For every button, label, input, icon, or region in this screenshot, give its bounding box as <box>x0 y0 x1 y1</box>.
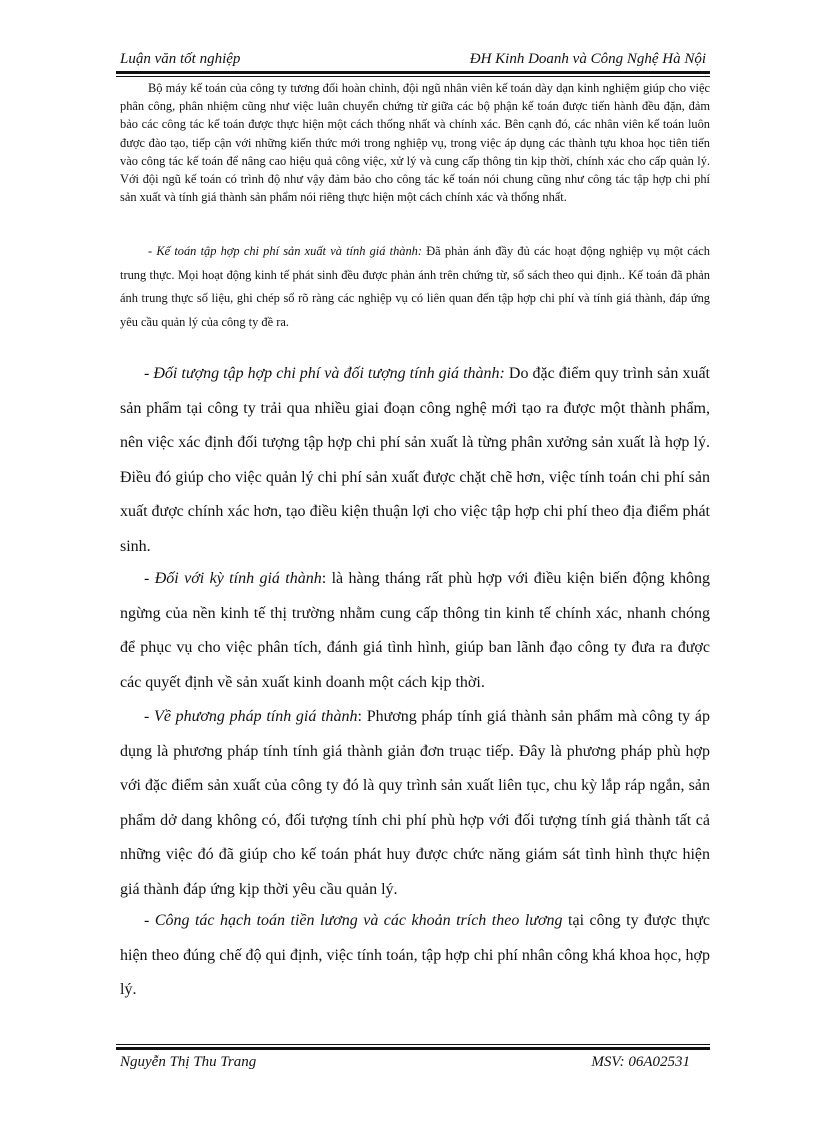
paragraph-lead: - Công tác hạch toán tiền lương và các khoản trích theo lương <box>144 912 563 929</box>
header-thesis-label: Luận văn tốt nghiệp <box>120 51 241 67</box>
page-header <box>120 51 706 73</box>
footer-student-id: MSV: 06A02531 <box>591 1054 690 1070</box>
paragraph-costing-method <box>120 700 710 907</box>
paragraph-body: Do đặc điểm quy trình sản xuất sản phẩm tại công ty trải qua nhiều giai đoạn công nghệ mới tạo ra được một thành phẩm, nên việc xác định đối tượng tập hợp chi phí sản xuất là từng phân xưởng sản xuất là hợp lý. Điều đó giúp cho việc quản lý chi phí sản xuất được chặt chẽ hơn, việc tính toán chi phí sản xuất được chính xác hơn, tạo điều kiện thuận lợi cho việc tập hợp chi phí theo địa điểm phát sinh. <box>120 365 711 555</box>
paragraph-cost-objects <box>120 357 710 564</box>
paragraph-lead: - Đối với kỳ tính giá thành <box>144 570 322 587</box>
paragraph-lead: - Về phương pháp tính giá thành <box>144 708 358 725</box>
paragraph-lead: - Kế toán tập hợp chi phí sản xuất và tính giá thành: <box>148 244 423 258</box>
paragraph-body: : Phương pháp tính giá thành sản phẩm mà công ty áp dụng là phương pháp tính tính giá thành giản đơn truạc tiếp. Đây là phương pháp phù hợp với đặc điểm sản xuất của công ty đó là quy trình sản xuất liên tục, chu kỳ lắp ráp ngắn, sản phẩm dở dang không có, đối tượng tính chi phí phù hợp với đối tượng tính giá thành tất cả những việc đó đã giúp cho kế toán phát huy được chức năng giám sát tình hình thực hiện giá thành đáp ứng kịp thời yêu cầu quản lý. <box>120 708 710 898</box>
header-rule-thin <box>116 76 710 77</box>
paragraph-body: : là hàng tháng rất phù hợp với điều kiện biến động không ngừng của nền kinh tế thị trường nhằm cung cấp thông tin kinh tế chính xác, nhanh chóng để phục vụ cho việc phân tích, đánh giá tình hình, giúp ban lãnh đạo công ty đưa ra được các quyết định về sản xuất kinh doanh một cách kịp thời. <box>120 570 710 691</box>
paragraph-cost-accounting <box>120 240 710 334</box>
page-footer <box>120 1054 690 1076</box>
paragraph-body: tại công ty được thực hiện theo đúng chế độ qui định, việc tính toán, tập hợp chi phí nhân công khá khoa học, hợp lý. <box>120 912 710 998</box>
paragraph-payroll <box>120 904 710 1008</box>
paragraph-costing-period <box>120 562 710 700</box>
footer-rule-thick <box>116 1047 710 1050</box>
header-university: ĐH Kinh Doanh và Công Nghệ Hà Nội <box>469 51 706 67</box>
footer-rule-thin <box>116 1044 710 1045</box>
header-rule-thick <box>116 71 710 74</box>
footer-author: Nguyễn Thị Thu Trang <box>120 1054 257 1070</box>
paragraph-body: Đã phản ánh đầy đủ các hoạt động nghiệp vụ một cách trung thực. Mọi hoạt động kinh tế phát sinh đều được phản ánh trên chứng từ, sổ sách theo qui định.. Kế toán đã phản ánh trung thực số liệu, ghi chép sổ rõ ràng các nghiệp vụ có liên quan đến tập hợp chi phí và tính giá thành, đáp ứng yêu cầu quản lý của công ty đề ra. <box>120 244 710 329</box>
paragraph-accounting-apparatus: Bộ máy kế toán của công ty tương đối hoàn chỉnh, đội ngũ nhân viên kế toán dày dạn kinh nghiệm giúp cho việc phân công, phân nhiệm cũng như việc luân chuyển chứng từ giữa các bộ phận kế toán được tiến hành đều đặn, đảm bảo các công tác kế toán được thực hiện một cách thống nhất và chính xác. Bên cạnh đó, các nhân viên kế toán luôn được đào tạo, tiếp cận với những kiến thức mới trong nghiệp vụ, trong việc áp dụng các thành tựu khoa học tiên tiến vào công tác kế toán để nâng cao hiệu quả công việc, xử lý và cung cấp thông tin kịp thời, chính xác cho cấp quản lý. Với đội ngũ kế toán có trình độ như vậy đảm bảo cho công tác kế toán nói chung cũng như công tác tập hợp chi phí sản xuất và tính giá thành sản phẩm nói riêng thực hiện một cách chính xác và thống nhất. <box>120 81 710 205</box>
paragraph-lead: - Đối tượng tập hợp chi phí và đối tượng tính giá thành: <box>144 365 505 382</box>
